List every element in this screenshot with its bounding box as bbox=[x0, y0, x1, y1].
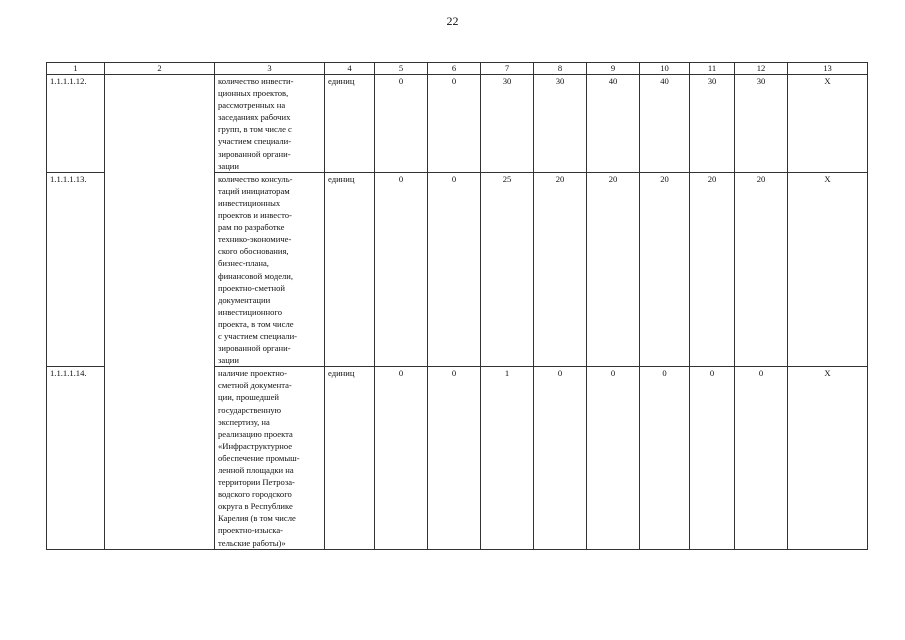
value-cell: 30 bbox=[534, 75, 587, 173]
description-line: участием специали- bbox=[218, 136, 292, 147]
merged-empty-cell bbox=[105, 75, 215, 550]
description-line: обеспечение промыш- bbox=[218, 452, 300, 463]
description-line: сметной документа- bbox=[218, 380, 292, 391]
value-cell: 0 bbox=[375, 367, 428, 549]
column-header: 9 bbox=[587, 63, 640, 75]
description-line: ского обоснования, bbox=[218, 246, 289, 257]
value-cell: 0 bbox=[375, 75, 428, 173]
description-line: зации bbox=[218, 160, 240, 171]
description-line: количество консуль- bbox=[218, 173, 293, 184]
description-line: проектов и инвесто- bbox=[218, 210, 292, 221]
description-line: территории Петроза- bbox=[218, 477, 295, 488]
column-header: 1 bbox=[47, 63, 105, 75]
description-line: зированной органи- bbox=[218, 148, 291, 159]
description-line: зированной органи- bbox=[218, 343, 291, 354]
value-cell: 0 bbox=[428, 172, 481, 367]
column-header: 4 bbox=[325, 63, 375, 75]
value-cell: 30 bbox=[735, 75, 788, 173]
description-line: заседаниях рабочих bbox=[218, 112, 291, 123]
description-line: Карелия (в том числе bbox=[218, 513, 296, 524]
column-header: 3 bbox=[215, 63, 325, 75]
row-unit: единиц bbox=[325, 367, 375, 549]
description-line: округа в Республике bbox=[218, 501, 293, 512]
col13-cell: Х bbox=[788, 75, 868, 173]
description-line: тельские работы)» bbox=[218, 537, 286, 548]
description-line: групп, в том числе с bbox=[218, 124, 292, 135]
description-line: ции, прошедшей bbox=[218, 392, 280, 403]
column-header: 13 bbox=[788, 63, 868, 75]
description-line: инвестиционного bbox=[218, 306, 282, 317]
description-line: экспертизу, на bbox=[218, 416, 270, 427]
row-description bbox=[215, 75, 325, 173]
row-description bbox=[215, 172, 325, 367]
column-header: 2 bbox=[105, 63, 215, 75]
page-number: 22 bbox=[446, 14, 459, 28]
column-header: 8 bbox=[534, 63, 587, 75]
value-cell: 20 bbox=[735, 172, 788, 367]
description-line: «Инфраструктурное bbox=[218, 440, 293, 451]
description-line: государственную bbox=[218, 404, 282, 415]
row-unit: единиц bbox=[325, 172, 375, 367]
description-line: проектно-изыска- bbox=[218, 525, 283, 536]
column-header: 10 bbox=[640, 63, 690, 75]
header-row bbox=[47, 63, 868, 75]
row-description bbox=[215, 367, 325, 549]
col13-cell: Х bbox=[788, 172, 868, 367]
description-line: рассмотренных на bbox=[218, 100, 286, 111]
column-header: 6 bbox=[428, 63, 481, 75]
description-line: документации bbox=[218, 294, 271, 305]
value-cell: 0 bbox=[640, 367, 690, 549]
value-cell: 0 bbox=[375, 172, 428, 367]
description-line: с участием специали- bbox=[218, 330, 298, 341]
description-line: реализацию проекта bbox=[218, 428, 293, 439]
col13-cell: Х bbox=[788, 367, 868, 549]
description-line: количество инвести- bbox=[218, 76, 294, 86]
value-cell: 40 bbox=[640, 75, 690, 173]
indicators-table bbox=[46, 62, 868, 550]
value-cell: 0 bbox=[428, 75, 481, 173]
value-cell: 1 bbox=[481, 367, 534, 549]
value-cell: 25 bbox=[481, 172, 534, 367]
row-number: 1.1.1.1.13. bbox=[47, 172, 105, 367]
value-cell: 0 bbox=[587, 367, 640, 549]
description-line: ционных проектов, bbox=[218, 88, 289, 99]
column-header: 7 bbox=[481, 63, 534, 75]
value-cell: 0 bbox=[428, 367, 481, 549]
description-line: таций инициаторам bbox=[218, 185, 290, 196]
value-cell: 20 bbox=[587, 172, 640, 367]
value-cell: 0 bbox=[735, 367, 788, 549]
description-line: рам по разработке bbox=[218, 222, 285, 233]
value-cell: 30 bbox=[481, 75, 534, 173]
value-cell: 40 bbox=[587, 75, 640, 173]
description-line: наличие проектно- bbox=[218, 368, 287, 379]
description-line: технико-экономиче- bbox=[218, 234, 292, 245]
description-line: зации bbox=[218, 355, 240, 366]
description-line: финансовой модели, bbox=[218, 270, 294, 281]
value-cell: 0 bbox=[690, 367, 735, 549]
description-line: проекта, в том числе bbox=[218, 318, 294, 329]
table-row bbox=[47, 75, 868, 173]
description-line: проектно-сметной bbox=[218, 282, 286, 293]
column-header: 11 bbox=[690, 63, 735, 75]
row-number: 1.1.1.1.12. bbox=[47, 75, 105, 173]
value-cell: 30 bbox=[690, 75, 735, 173]
column-header: 12 bbox=[735, 63, 788, 75]
column-header: 5 bbox=[375, 63, 428, 75]
value-cell: 20 bbox=[534, 172, 587, 367]
row-number: 1.1.1.1.14. bbox=[47, 367, 105, 549]
description-line: ленной площадки на bbox=[218, 465, 294, 475]
description-line: инвестиционных bbox=[218, 197, 281, 208]
value-cell: 0 bbox=[534, 367, 587, 549]
description-line: водского городского bbox=[218, 489, 292, 500]
value-cell: 20 bbox=[690, 172, 735, 367]
row-unit: единиц bbox=[325, 75, 375, 173]
value-cell: 20 bbox=[640, 172, 690, 367]
description-line: бизнес-плана, bbox=[218, 258, 269, 269]
